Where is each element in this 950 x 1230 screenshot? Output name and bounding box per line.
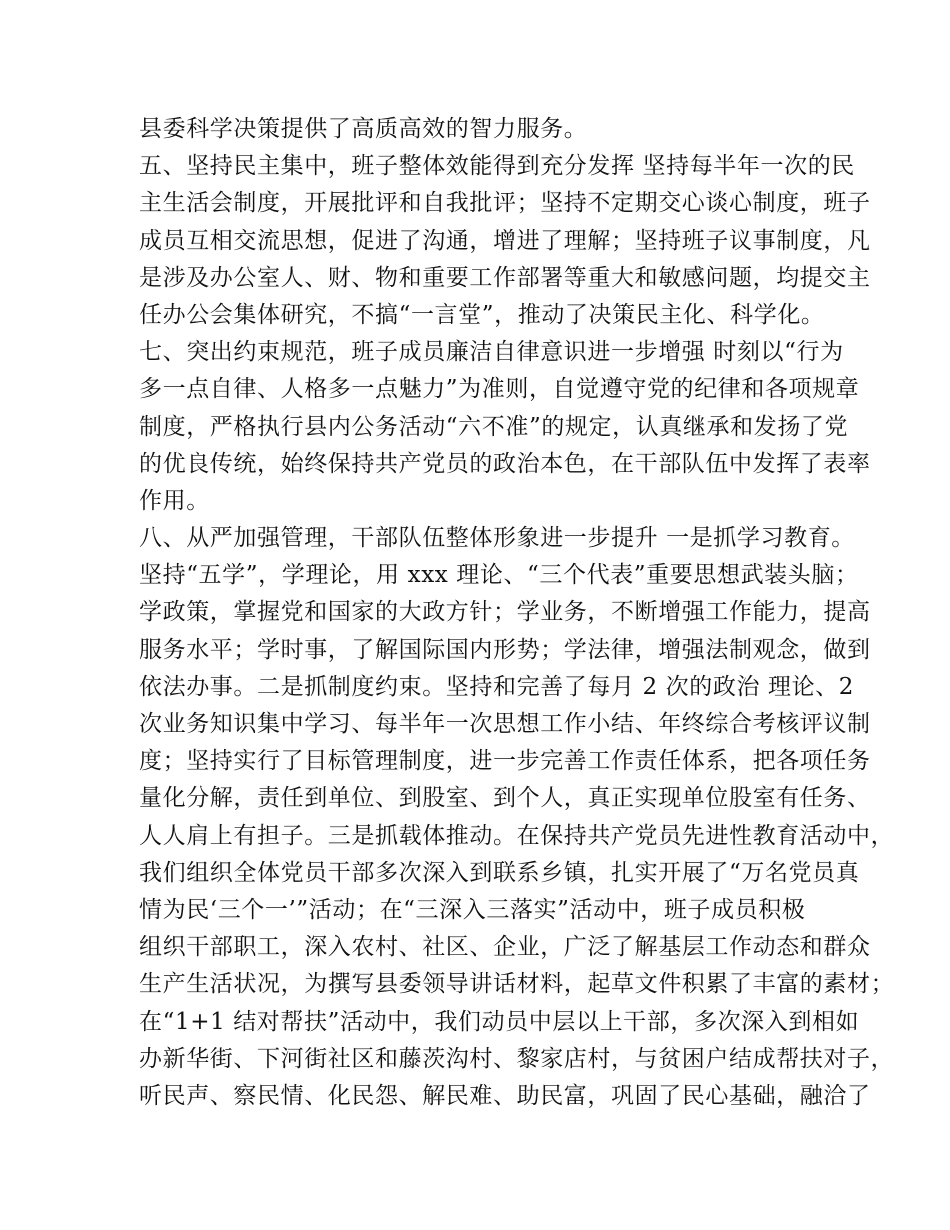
text-line: 制度，严格执行县内公务活动“六不准”的规定，认真继承和发扬了党 [139, 413, 849, 440]
text-line: 成员互相交流思想，促进了沟通，增进了理解；坚持班子议事制度，凡 [139, 227, 871, 254]
text-line: 次业务知识集中学习、每半年一次思想工作小结、年终综合考核评议制 [139, 711, 871, 737]
text-line: 听民声、察民情、化民怨、解民难、助民富，巩固了民心基础，融洽了 [139, 1082, 871, 1109]
text-line: 主生活会制度，开展批评和自我批评；坚持不定期交心谈心制度，班子 [139, 190, 871, 217]
text-line: 量化分解，责任到单位、到股室、到个人，真正实现单位股室有任务、 [139, 785, 871, 812]
text-line: 办新华街、下河街社区和藤茨沟村、黎家店村，与贫困户结成帮扶对子， [139, 1045, 895, 1072]
text-line: 县委科学决策提供了高质高效的智力服务。 [139, 116, 588, 142]
text-line: 度；坚持实行了目标管理制度，进一步完善工作责任体系，把各项任务 [139, 748, 871, 775]
text-line: 多一点自律、人格多一点魅力”为准则，自觉遵守党的纪律和各项规章 [139, 376, 860, 403]
text-line: 组织干部职工，深入农村、社区、企业，广泛了解基层工作动态和群众 [139, 934, 871, 961]
text-line: 生产生活状况，为撰写县委领导讲话材料，起草文件积累了丰富的素材； [139, 971, 895, 998]
section-heading-7: 七、突出约束规范，班子成员廉洁自律意识进一步增强 时刻以“行为 [139, 339, 844, 366]
text-line: 人人肩上有担子。三是抓载体推动。在保持共产党员先进性教育活动中， [139, 822, 895, 849]
text-line: 在“1+1 结对帮扶”活动中，我们动员中层以上干部，多次深入到相如 [139, 1008, 860, 1035]
text-line: 学政策，掌握党和国家的大政方针；学业务，不断增强工作能力，提高 [139, 599, 871, 626]
text-line: 的优良传统，始终保持共产党员的政治本色，在干部队伍中发挥了表率 [139, 450, 871, 477]
section-heading-5: 五、坚持民主集中，班子整体效能得到充分发挥 坚持每半年一次的民 [139, 153, 855, 180]
text-line: 服务水平；学时事，了解国际国内形势；学法律，增强法制观念，做到 [139, 636, 871, 663]
section-heading-8: 八、从严加强管理，干部队伍整体形象进一步提升 一是抓学习教育。 [139, 525, 855, 552]
body-text [139, 111, 895, 1115]
text-line: 作用。 [139, 487, 210, 514]
text-line: 坚持“五学”，学理论，用 xxx 理论、“三个代表”重要思想武装头脑； [139, 562, 859, 589]
text-line: 任办公会集体研究，不搞“一言堂”，推动了决策民主化、科学化。 [139, 301, 825, 328]
text-line: 是涉及办公室人、财、物和重要工作部署等重大和敏感问题，均提交主 [139, 264, 871, 291]
text-line: 依法办事。二是抓制度约束。坚持和完善了每月 2 次的政治 理论、2 [139, 673, 854, 700]
text-line: 情为民‘三个一’”活动；在“三深入三落实”活动中，班子成员积极 [139, 896, 806, 923]
text-line: 我们组织全体党员干部多次深入到联系乡镇，扎实开展了“万名党员真 [139, 859, 860, 886]
